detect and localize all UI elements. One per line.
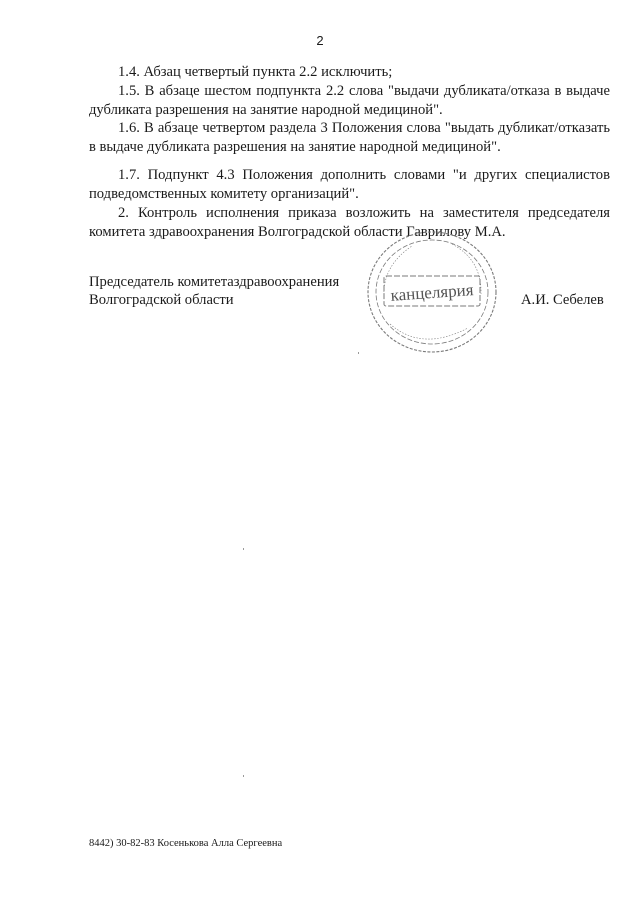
paragraph-1-5: 1.5. В абзаце шестом подпункта 2.2 слова "выдачи дубликата/отказа в выдаче дубликата разрешения на занятие народной медициной".: [89, 83, 610, 118]
office-stamp: [362, 228, 502, 358]
scan-speck: [243, 548, 244, 550]
paragraph-1-4: 1.4. Абзац четвертый пункта 2.2 исключить;: [118, 64, 393, 80]
signer-position-line-1: Председатель комитетаздравоохранения: [89, 274, 340, 290]
page-number: 2: [316, 33, 324, 48]
signer-position-line-2: Волгоградской области: [89, 292, 234, 308]
paragraph-1-7: 1.7. Подпункт 4.3 Положения дополнить словами "и других специалистов подведомственных комитету организаций".: [89, 167, 610, 202]
scan-speck: [243, 775, 244, 777]
paragraph-2: 2. Контроль исполнения приказа возложить на заместителя председателя комитета здравоохранения Волгоградской области Гаврилову М.А.: [89, 205, 610, 240]
stamp-label: канцелярия: [389, 280, 475, 305]
signer-name: А.И. Себелев: [521, 292, 604, 308]
footer-contact: 8442) 30-82-83 Косенькова Алла Сергеевна: [89, 838, 283, 849]
paragraph-1-6: 1.6. В абзаце четвертом раздела 3 Положения слова "выдать дубликат/отказать в выдаче дубликата разрешения на занятие народной медициной".: [89, 120, 610, 155]
scan-speck: [358, 352, 359, 354]
